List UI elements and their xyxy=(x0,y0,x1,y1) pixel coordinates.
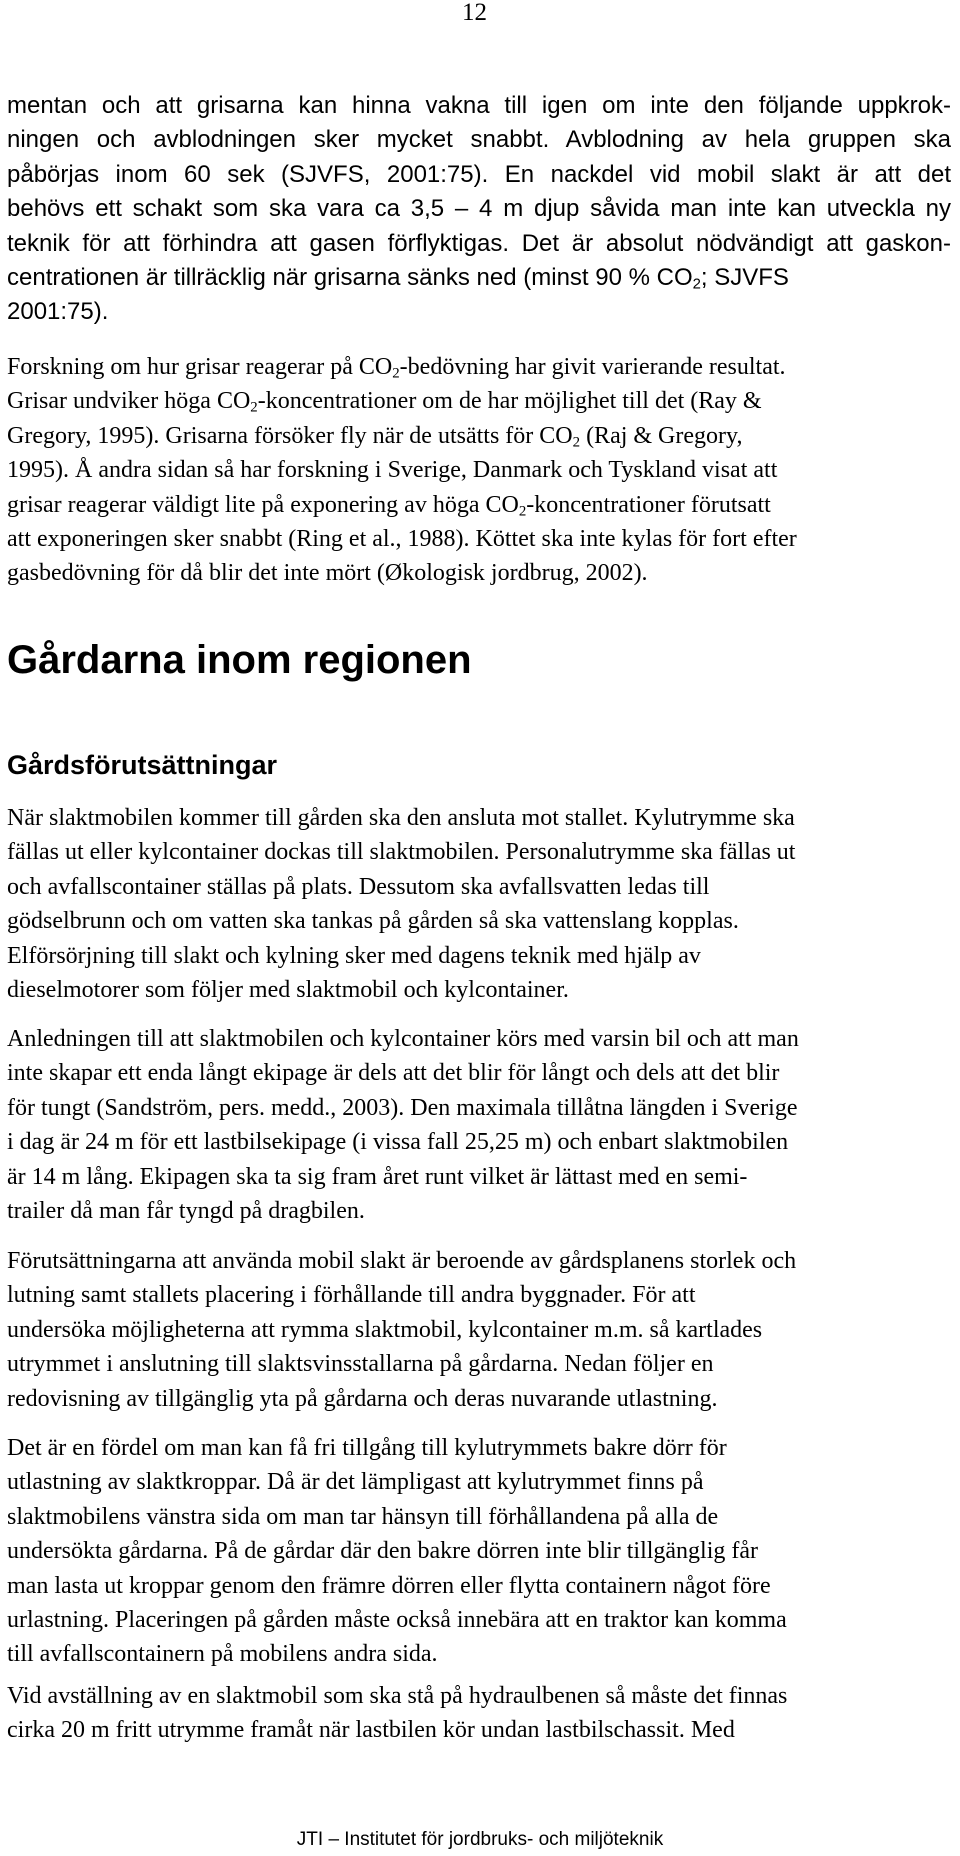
paragraph-4 xyxy=(7,1022,951,1228)
text-line: trailer då man får tyngd på dragbilen. xyxy=(7,1198,365,1225)
text-line: inte skapar ett enda långt ekipage är dels att det blir för långt och dels att det blir xyxy=(7,1060,780,1087)
text-line: dieselmotorer som följer med slaktmobil och kylcontainer. xyxy=(7,977,569,1004)
text-line: Anledningen till att slaktmobilen och kylcontainer körs med varsin bil och att man xyxy=(7,1026,799,1052)
text-line: undersöka möjligheterna att rymma slaktmobil, kylcontainer m.m. så kartlades xyxy=(7,1316,763,1343)
page-number: 12 xyxy=(462,0,487,26)
text-line: och avfallscontainer ställas på plats. Dessutom ska avfallsvatten ledas till xyxy=(7,873,710,900)
text-line: påbörjas inom 60 sek (SJVFS, 2001:75). En nackdel vid mobil slakt är att det xyxy=(7,160,951,188)
text-line: cirka 20 m fritt utrymme framåt när lastbilen kör undan lastbilschassit. Med xyxy=(7,1717,735,1744)
paragraph-6 xyxy=(7,1431,951,1672)
text-fragment: Grisar undviker höga CO xyxy=(7,388,251,415)
subsection-heading: Gårdsförutsättningar xyxy=(7,750,278,780)
text-line: Elförsörjning till slakt och kylning sker med dagens teknik med hjälp av xyxy=(7,942,701,969)
page-footer: JTI – Institutet för jordbruks- och miljöteknik xyxy=(296,1829,664,1850)
text-line: ningen och avblodningen sker mycket snabbt. Avblodning av hela gruppen ska xyxy=(7,126,951,154)
subscript: 2 xyxy=(392,365,400,382)
text-fragment: -bedövning har givit varierande resultat. xyxy=(399,354,786,380)
text-fragment: grisar reagerar väldigt lite på exponering av höga CO xyxy=(7,491,519,518)
text-line: att exponeringen sker snabbt (Ring et al., 1988). Köttet ska inte kylas för fort efter xyxy=(7,526,797,553)
text-fragment: ; SJVFS xyxy=(700,264,789,292)
text-line: man lasta ut kroppar genom den främre dörren eller flytta containern något före xyxy=(7,1572,771,1599)
text-fragment: centrationen är tillräcklig när grisarna sänks ned (minst 90 % CO xyxy=(7,264,693,292)
section-heading: Gårdarna inom regionen xyxy=(7,638,472,682)
text-line: teknik för att förhindra att gasen förflyktigas. Det är absolut nödvändigt att gaskon- xyxy=(7,229,951,257)
text-line: fällas ut eller kylcontainer dockas till slaktmobilen. Personalutrymme ska fällas ut xyxy=(7,839,796,866)
text-line: för tungt (Sandström, pers. medd., 2003). Den maximala tillåtna längden i Sverige xyxy=(7,1094,798,1121)
paragraph-3 xyxy=(7,801,951,1007)
subscript: 2 xyxy=(250,400,258,417)
paragraph-7 xyxy=(7,1679,951,1748)
text-line: utlastning av slaktkroppar. Då är det lämpligast att kylutrymmet finns på xyxy=(7,1469,704,1496)
paragraph-5 xyxy=(7,1244,951,1416)
text-line: Det är en fördel om man kan få fri tillgång till kylutrymmets bakre dörr för xyxy=(7,1435,727,1461)
text-fragment: Forskning om hur grisar reagerar på CO xyxy=(7,354,393,380)
text-line xyxy=(7,488,951,522)
text-line: slaktmobilens vänstra sida om man tar hänsyn till förhållandena på alla de xyxy=(7,1503,719,1530)
text-line: 2001:75). xyxy=(7,298,109,326)
text-line: mentan och att grisarna kan hinna vakna till igen om inte den följande uppkrok- xyxy=(7,92,951,119)
text-line: När slaktmobilen kommer till gården ska den ansluta mot stallet. Kylutrymme ska xyxy=(7,805,795,831)
text-line: lutning samt stallets placering i förhållande till andra byggnader. För att xyxy=(7,1282,696,1309)
text-line: är 14 m lång. Ekipagen ska ta sig fram året runt vilket är lättast med en semi- xyxy=(7,1163,748,1190)
text-line xyxy=(7,350,951,384)
text-fragment: Gregory, 1995). Grisarna försöker fly när de utsätts för CO xyxy=(7,422,573,449)
subscript: 2 xyxy=(692,276,701,293)
text-line: behövs ett schakt som ska vara ca 3,5 – 4 m djup såvida man inte kan utveckla ny xyxy=(7,195,951,223)
text-line: 1995). Å andra sidan så har forskning i Sverige, Danmark och Tyskland visat att xyxy=(7,457,778,484)
text-line xyxy=(7,261,951,295)
text-line: gasbedövning för då blir det inte mört (Økologisk jordbrug, 2002). xyxy=(7,560,648,587)
text-line: gödselbrunn och om vatten ska tankas på gården så ska vattenslang kopplas. xyxy=(7,908,739,935)
text-fragment: -koncentrationer om de har möjlighet till det (Ray & xyxy=(257,388,762,415)
text-line: undersökta gårdarna. På de gårdar där den bakre dörren inte blir tillgänglig får xyxy=(7,1538,759,1565)
text-line: utrymmet i anslutning till slaktsvinsstallarna på gårdarna. Nedan följer en xyxy=(7,1351,714,1378)
paragraph-2 xyxy=(7,350,951,591)
text-line: i dag är 24 m för ett lastbilsekipage (i vissa fall 25,25 m) och enbart slaktmobilen xyxy=(7,1129,789,1156)
text-line xyxy=(7,384,951,418)
text-line: urlastning. Placeringen på gården måste också innebära att en traktor kan komma xyxy=(7,1607,787,1634)
text-line: Vid avställning av en slaktmobil som ska stå på hydraulbenen så måste det finnas xyxy=(7,1683,788,1709)
subscript: 2 xyxy=(572,434,581,451)
subscript: 2 xyxy=(518,503,527,520)
text-line: Förutsättningarna att använda mobil slakt är beroende av gårdsplanens storlek och xyxy=(7,1248,797,1274)
text-fragment: -koncentrationer förutsatt xyxy=(526,491,771,518)
text-line: till avfallscontainern på mobilens andra sida. xyxy=(7,1641,438,1668)
text-line xyxy=(7,419,951,453)
text-line: redovisning av tillgänglig yta på gårdarna och deras nuvarande utlastning. xyxy=(7,1385,718,1412)
paragraph-1 xyxy=(7,89,951,330)
text-fragment: (Raj & Gregory, xyxy=(580,422,743,449)
